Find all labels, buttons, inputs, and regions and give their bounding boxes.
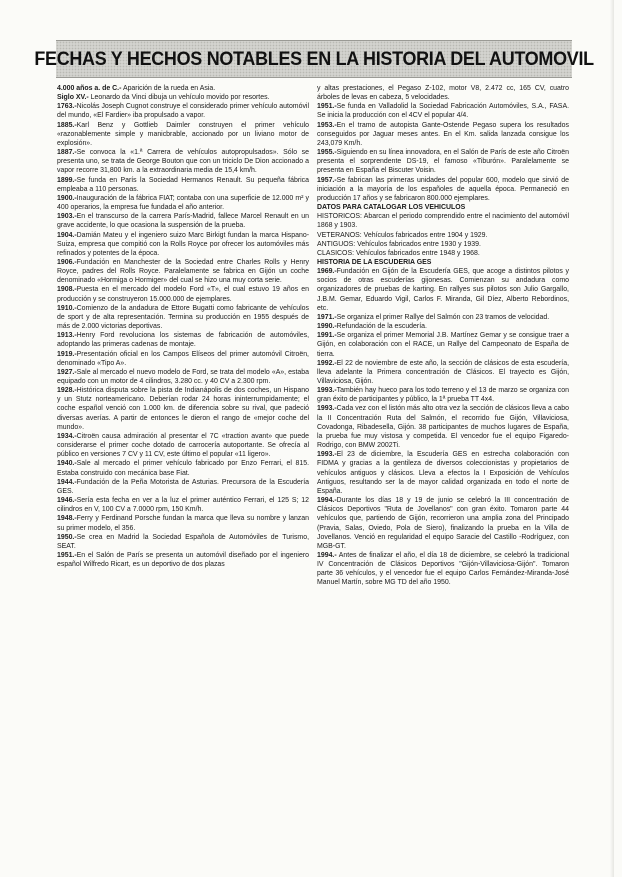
entry-text: Se organiza el primer Rallye del Salmón con 23 tramos de velocidad. xyxy=(336,313,550,321)
timeline-entry xyxy=(317,551,569,588)
entry-text: Comienzo de la andadura de Ettore Bugatti como fabricante de vehículos de sport y de alta representación. Termina su producción en 1955 después de más de 2.000 victorias deportivas. xyxy=(57,304,309,331)
timeline-entry xyxy=(317,84,569,102)
entry-date: 1953.- xyxy=(317,121,337,129)
entry-text: Nicolás Joseph Cugnot construye el considerado primer vehículo automóvil del mundo, «El Fardier» iba propulsado a vapor. xyxy=(57,103,309,120)
entry-text: Presentación oficial en los Campos Elíseos del primer automóvil Citroën, denominado «Tipo A». xyxy=(57,350,309,367)
entry-text: Aparición de la rueda en Asia. xyxy=(121,85,216,92)
entry-date: 1992.- xyxy=(317,359,337,367)
entry-text: ANTIGUOS: Vehículos fabricados entre 1930 y 1939. xyxy=(317,240,481,248)
entry-date: 1994.- xyxy=(317,551,337,559)
entry-text: Se convoca la «1.ª Carrera de vehículos autopropulsados». Sólo se presenta uno, se trata de George Bouton que con un triciclo De Dion accionado a vapor recorre 31,800 km. a la extraordinaria media de 15,4 km/h. xyxy=(57,149,309,175)
entry-date: 1887.- xyxy=(57,149,77,157)
entry-text: Ferry y Ferdinand Porsche fundan la marca que lleva su nombre y lanzan su primer modelo, el 356. xyxy=(57,515,309,532)
section-heading: HISTORIA DE LA ESCUDERIA GES xyxy=(317,258,432,266)
timeline-entry xyxy=(317,450,569,496)
timeline-entry xyxy=(57,84,309,93)
timeline-entry xyxy=(317,240,569,249)
entry-date: 1900.- xyxy=(57,194,77,202)
timeline-entry xyxy=(57,121,309,148)
entry-date: 1991.- xyxy=(317,332,337,340)
timeline-entry xyxy=(57,533,309,551)
timeline-entry xyxy=(317,313,569,322)
timeline-entry xyxy=(57,176,309,194)
timeline-entry xyxy=(57,514,309,532)
timeline-entry xyxy=(317,386,569,404)
timeline-entry xyxy=(317,496,569,551)
timeline-entry xyxy=(57,496,309,514)
entry-date: 1904.- xyxy=(57,231,77,239)
entry-date: 1944.- xyxy=(57,478,77,486)
timeline-entry xyxy=(317,212,569,230)
entry-text: Durante los días 18 y 19 de junio se celebró la III concentración de Clásicos Deportivos "Ruta de Jovellanos" con gran éxito. Tomaron parte 44 vehículos que, partiendo de Gijón, recorrieron una amplia zona del Principado (Pravia, Salas, Oviedo, Pola de Siero), finalizando la prueba en la Villa de Jovellanos. Venció en regularidad el equipo Saracie del Castillo -Rodríguez, con MGB-GT. xyxy=(317,497,569,550)
entry-text: Damián Mateu y el ingeniero suizo Marc Birkigt fundan la marca Hispano-Suiza, empresa que compitió con la Rolls Royce por ofrecer los automóviles más refinados y potentes de la época. xyxy=(57,231,309,257)
entry-date: 4.000 años a. de C.- xyxy=(57,85,122,92)
entry-date: 1948.- xyxy=(57,515,77,523)
timeline-entry xyxy=(317,176,569,203)
entry-text: Antes de finalizar el año, el día 18 de diciembre, se celebró la tradicional IV Concentración de Clásicos Deportivos "Gijón-Villaviciosa-Gijón". Tomaron parte 36 vehículos, y el vencedor fue el equipo Carlos Fernández-Miranda-José Manuel Martín, sobre MG TD del año 1950. xyxy=(317,551,569,587)
left-column xyxy=(57,84,309,569)
timeline-entry xyxy=(57,231,309,258)
entry-date: 1969.- xyxy=(317,268,337,276)
entry-text: Inauguración de la fábrica FIAT; contaba con una superficie de 12.000 m² y 400 operarios, la empresa fue fundada el año anterior. xyxy=(57,194,309,212)
timeline-entry xyxy=(57,368,309,386)
entry-date: 1885.- xyxy=(57,121,77,129)
entry-text: Se funda en París la Sociedad Hermanos Renault. Su pequeña fábrica empleaba a 110 personas. xyxy=(57,176,309,193)
timeline-entry xyxy=(57,350,309,368)
page-title: FECHAS Y HECHOS NOTABLES EN LA HISTORIA DEL AUTOMOVIL xyxy=(34,47,594,70)
entry-text: y altas prestaciones, el Pegaso Z-102, motor V8, 2.472 cc, 165 CV, cuatro árboles de levas en cabeza, 5 velocidades. xyxy=(317,85,569,102)
entry-text: Se organiza el primer Memorial J.B. Martínez Gemar y se consigue traer a Gijón, en colaboración con el RACE, un Rallye del Campeonato de España de tierra. xyxy=(317,332,569,358)
entry-date: 1903.- xyxy=(57,213,77,221)
timeline-entry xyxy=(57,304,309,331)
entry-text: Puesta en el mercado del modelo Ford «T», el cual estuvo 19 años en producción y se construyeron 15.000.000 de ejemplares. xyxy=(57,286,309,303)
timeline-entry xyxy=(317,102,569,120)
timeline-entry xyxy=(317,331,569,358)
entry-date: Siglo XV.- xyxy=(57,94,89,102)
timeline-entry xyxy=(57,102,309,120)
timeline-entry xyxy=(57,258,309,285)
timeline-entry xyxy=(317,322,569,331)
timeline-entry xyxy=(57,331,309,349)
entry-date: 1951.- xyxy=(317,103,337,111)
timeline-entry xyxy=(317,231,569,240)
entry-text: Sale al mercado el nuevo modelo de Ford, se trata del modelo «A», estaba equipado con un motor de 4 cilindros, 3.280 cc. y 40 CV a 2.300 rpm. xyxy=(57,368,309,385)
timeline-entry xyxy=(317,267,569,313)
entry-text: Sale al mercado el primer vehículo fabricado por Enzo Ferrari, el 815. Estaba construido con mecánica base Fiat. xyxy=(57,460,309,477)
timeline-entry xyxy=(57,459,309,477)
entry-date: 1906.- xyxy=(57,258,77,266)
entry-text: Se funda en Valladolid la Sociedad Fabricación Automóviles, S.A., FASA. Se inicia la producción con el 4CV el popular 4/4. xyxy=(317,103,569,120)
entry-date: 1993.- xyxy=(317,451,337,459)
entry-text: Se crea en Madrid la Sociedad Española de Automóviles de Turismo, SEAT. xyxy=(57,533,309,550)
entry-date: 1955.- xyxy=(317,149,337,157)
timeline-entry xyxy=(57,285,309,303)
entry-date: 1994.- xyxy=(317,497,337,505)
title-banner xyxy=(34,40,594,78)
entry-date: 1928.- xyxy=(57,387,77,395)
entry-date: 1940.- xyxy=(57,460,77,468)
timeline-entry xyxy=(57,551,309,569)
section-heading: DATOS PARA CATALOGAR LOS VEHICULOS xyxy=(317,204,466,212)
entry-date: 1910.- xyxy=(57,304,77,312)
entry-text: Refundación de la escudería. xyxy=(336,323,427,331)
timeline-entry xyxy=(317,121,569,148)
entry-date: 1951.- xyxy=(57,551,77,559)
entry-text: Cada vez con el listón más alto otra vez la sección de clásicos lleva a cabo la II Concentración Ruta del Salmón, el recorrido fue Gijón, Villaviciosa, Covadonga, Ribadesella, Gijón. 38 participantes de muchos lugares de España, la prueba fue muy vistosa y competida. El vencedor fue el equipo Figaredo-Rodrigo, con BMW 2002Ti. xyxy=(317,405,569,450)
entry-date: 1763.- xyxy=(57,103,77,111)
timeline-entry xyxy=(57,386,309,432)
entry-text: El 22 de noviembre de este año, la sección de clásicos de esta escudería, lleva adelante la Primera concentración de Clásicos. El trayecto es Gijón, Villaviciosa, Gijón. xyxy=(317,359,569,385)
entry-date: 1957.- xyxy=(317,176,337,184)
timeline-entry xyxy=(57,478,309,496)
entry-text: Sería esta fecha en ver a la luz el primer auténtico Ferrari, el 125 S; 12 cilindros en V, 100 CV a 7.0000 rpm, 150 Km/h. xyxy=(57,497,309,514)
entry-date: 1993.- xyxy=(317,387,337,395)
entry-text: Se fabrican las primeras unidades del popular 600, modelo que sirvió de iniciación a la mayoría de los españoles de aquella época. Permaneció en producción 17 años y se fabricaron 800.000 ejemplares. xyxy=(317,176,569,202)
entry-date: 1908.- xyxy=(57,286,77,294)
timeline-entry xyxy=(57,148,309,175)
timeline-entry xyxy=(57,212,309,230)
timeline-entry xyxy=(57,93,309,102)
page-edge-shadow xyxy=(610,0,614,877)
right-column xyxy=(317,84,569,588)
entry-text: Henry Ford revoluciona los sistemas de fabricación de automóviles, adoptando las primeras cadenas de montaje. xyxy=(57,332,309,349)
entry-date: 1934.- xyxy=(57,432,77,440)
entry-text: El 23 de diciembre, la Escudería GES en estrecha colaboración con FIDMA y gracias a la gentileza de diversos coleccionistas y propietarios de vehículos antiguos y clásicos. Lleva a efectos la I Exposición de Vehículos Antiguos, resultando ser la de mayor calidad organizada en todo el norte de España. xyxy=(317,451,569,495)
entry-date: 1919.- xyxy=(57,350,77,358)
entry-date: 1990.- xyxy=(317,323,337,331)
timeline-entry xyxy=(317,148,569,175)
entry-text: También hay hueco para los todo terreno y el 13 de marzo se organiza con gran éxito de participantes y público, la 1ª prueba TT 4x4. xyxy=(317,387,569,404)
entry-date: 1950.- xyxy=(57,533,77,541)
timeline-entry xyxy=(57,194,309,212)
entry-text: CLASICOS: Vehículos fabricados entre 1948 y 1968. xyxy=(317,249,480,257)
entry-date: 1971.- xyxy=(317,313,337,321)
timeline-entry xyxy=(317,249,569,258)
entry-date: 1993.- xyxy=(317,405,337,413)
entry-text: En el Salón de París se presenta un automóvil diseñado por el ingeniero español Wilfredo Ricart, es un deportivo de dos plazas xyxy=(57,551,309,569)
entry-text: HISTORICOS: Abarcan el periodo comprendido entre el nacimiento del automóvil 1868 y 1903. xyxy=(317,213,569,230)
entry-text: Siguiendo en su línea innovadora, en el Salón de París de este año Citroën presenta el sorprendente DS-19, el famoso «Tiburón». Paralelamente se presenta en España el Biscuter Voisin. xyxy=(317,149,569,175)
timeline-entry xyxy=(317,359,569,386)
entry-text: En el tramo de autopista Gante-Ostende Pegaso supera los resultados conseguidos por Jaguar meses antes. En el Km. salida lanzada consigue los 243,079 Km/h. xyxy=(317,121,569,147)
entry-date: 1946.- xyxy=(57,497,77,505)
entry-text: Fundación en Gijón de la Escudería GES, que acoge a distintos pilotos y socios de otras escuderías gijonesas. Comienzan su andadura como organizadores de pruebas de karting. En rallyes sus pilotos son Julio Gargallo, J.B.M. Gemar, Eduardo Vigil, Carlos F. Miranda, Gil Díez, Alberto Rebordinos, etc. xyxy=(317,268,569,312)
entry-text: Fundación de la Peña Motorista de Asturias. Precursora de la Escudería GES. xyxy=(57,478,309,495)
entry-date: 1913.- xyxy=(57,332,77,340)
entry-text: Histórica disputa sobre la pista de Indianápolis de dos coches, un Hispano y un Stutz norteamericano. Deberían rodar 24 horas ininterrumpidamente; el coche español venció con 1.000 km. de diferencia sobre su rival, que padeció diversas averías. A partir de entonces le dieron el rango de «mejor coche del mundo». xyxy=(57,387,309,431)
entry-text: Karl Benz y Gottlieb Daimler construyen el primer vehículo «razonablemente simple y manicbrable, accionado por un liviano motor de explosión». xyxy=(57,121,309,147)
entry-text: VETERANOS: Vehículos fabricados entre 1904 y 1929. xyxy=(317,231,488,239)
entry-date: 1899.- xyxy=(57,176,77,184)
entry-text: En el transcurso de la carrera París-Madrid, fallece Marcel Renault en un grave accidente, lo que ocasiona la suspensión de la prueba. xyxy=(57,213,309,230)
entry-text: Fundación en Manchester de la Sociedad entre Charles Rolls y Henry Royce, padres del Rolls Royce. Paralelamente se fabrica en Gijón un coche denominado «Hormiga o Hormiger» del cual se hizo una muy corta serie. xyxy=(57,258,309,285)
timeline-entry xyxy=(317,404,569,450)
entry-text: Leonardo da Vinci dibuja un vehículo movido por resortes. xyxy=(88,94,270,102)
timeline-entry xyxy=(57,432,309,459)
entry-text: Citroën causa admiración al presentar el 7C «traction avant» que puede considerarse el primer coche dotado de carrocería autoportante. Se ofrecía al público en versiones 7 CV y 11 CV, este último el popular «11 ligero». xyxy=(57,432,309,459)
entry-date: 1927.- xyxy=(57,368,77,376)
